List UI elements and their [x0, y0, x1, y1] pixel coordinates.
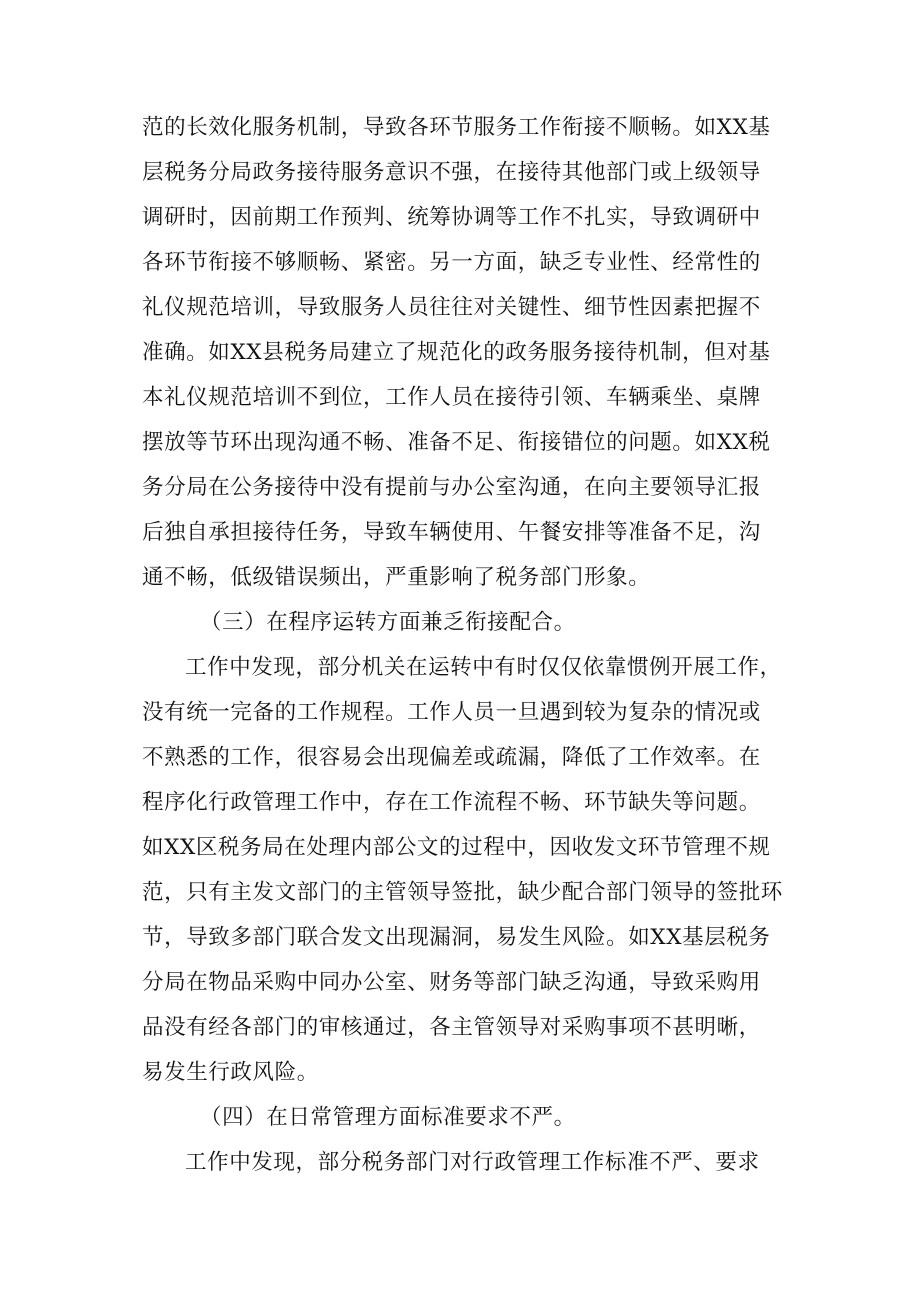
- paragraph-line: 层税务分局政务接待服务意识不强，在接待其他部门或上级领导: [142, 160, 761, 185]
- paragraph-line: 分局在物品采购中同办公室、财务等部门缺乏沟通，导致采购用: [142, 970, 761, 995]
- section-heading: （四）在日常管理方面标准要求不严。: [200, 1105, 576, 1130]
- paragraph-line: 各环节衔接不够顺畅、紧密。另一方面，缺乏专业性、经常性的: [142, 250, 761, 275]
- paragraph-line: 程序化行政管理工作中，存在工作流程不畅、环节缺失等问题。: [142, 790, 761, 815]
- paragraph-line: 不熟悉的工作，很容易会出现偏差或疏漏，降低了工作效率。在: [142, 745, 761, 770]
- paragraph-line: 准确。如XX县税务局建立了规范化的政务服务接待机制，但对基: [142, 340, 771, 365]
- paragraph-line: 品没有经各部门的审核通过，各主管领导对采购事项不甚明晰，: [142, 1015, 761, 1040]
- paragraph-line: 摆放等节环出现沟通不畅、准备不足、衔接错位的问题。如XX税: [142, 430, 771, 455]
- paragraph-line: 节，导致多部门联合发文出现漏洞，易发生风险。如XX基层税务: [142, 925, 771, 950]
- paragraph-line: 务分局在公务接待中没有提前与办公室沟通，在向主要领导汇报: [142, 475, 761, 500]
- paragraph-line: 通不畅，低级错误频出，严重影响了税务部门形象。: [142, 565, 651, 590]
- paragraph-line: 如XX区税务局在处理内部公文的过程中，因收发文环节管理不规: [142, 835, 771, 860]
- paragraph-line: 调研时，因前期工作预判、统筹协调等工作不扎实，导致调研中: [142, 205, 761, 230]
- section-heading: （三）在程序运转方面兼乏衔接配合。: [200, 610, 576, 635]
- paragraph-line: 没有统一完备的工作规程。工作人员一旦遇到较为复杂的情况或: [142, 700, 761, 725]
- paragraph-line: 本礼仪规范培训不到位，工作人员在接待引领、车辆乘坐、桌牌: [142, 385, 761, 410]
- paragraph-line: 范，只有主发文部门的主管领导签批，缺少配合部门领导的签批环: [142, 880, 783, 905]
- paragraph-line: 范的长效化服务机制，导致各环节服务工作衔接不顺畅。如XX基: [142, 115, 771, 140]
- paragraph-line: 工作中发现，部分税务部门对行政管理工作标准不严、要求: [185, 1150, 760, 1175]
- paragraph-line: 礼仪规范培训，导致服务人员往往对关键性、细节性因素把握不: [142, 295, 761, 320]
- paragraph-line: 易发生行政风险。: [142, 1060, 319, 1085]
- paragraph-line: 工作中发现，部分机关在运转中有时仅仅依靠惯例开展工作，: [185, 655, 782, 680]
- paragraph-line: 后独自承担接待任务，导致车辆使用、午餐安排等准备不足，沟: [142, 520, 761, 545]
